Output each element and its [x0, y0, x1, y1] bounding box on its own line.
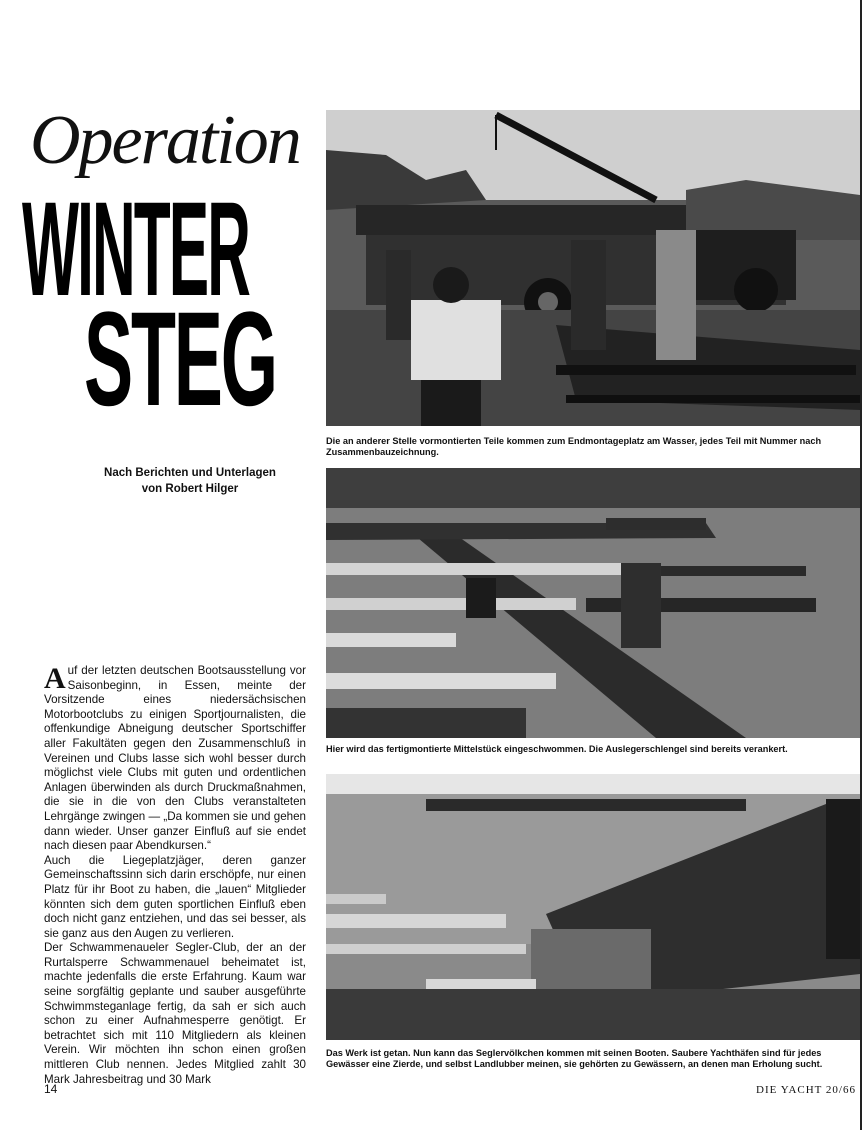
magazine-footer: DIE YACHT 20/66: [756, 1084, 856, 1096]
title-steg: STEG: [84, 285, 276, 434]
photo-finished-harbor: [326, 774, 860, 1040]
photo-floating-pier: [326, 468, 860, 738]
title-winter: WINTER: [22, 175, 250, 324]
photo-truck-crane: [326, 110, 860, 426]
page-edge-line: [860, 0, 862, 1130]
drop-cap: A: [44, 662, 66, 695]
byline-line-2: von Robert Hilger: [141, 483, 239, 495]
caption-photo-1: Die an anderer Stelle vormontierten Teile kommen zum Endmontageplatz am Wasser, jedes Teil mit Nummer nach Zusammenbauzeichnung.: [326, 436, 822, 457]
paragraph-3: Der Schwammenaueler Segler-Club, der an der Rurtalsperre Schwammenauel beheimatet ist, machte jedenfalls die erste Erfahrung. Kaum war seine sorgfältig geplante und sauber ausgeführte Schwimmsteganlage fertig, da sah er sich auch schon zu einer Aufnahmesperre genötigt. Er betrachtet sich mit 110 Mitgliedern als kleinen Verein. Wir möchten ihn schon einen großen mittleren Club nennen. Jedes Mitglied zahlt 30 Mark Jahresbeitrag und 30 Mark: [44, 941, 306, 1086]
byline: [60, 465, 320, 497]
paragraph-1-text: uf der letzten deutschen Bootsausstellung vor Saisonbeginn, in Essen, meinte der Vorsitzende eines niedersächsischen Motorbootclubs zu einigen Sportjournalisten, die offenkundige Abneigung deutscher Sportschiffer aller Fakultäten gegen den Zusammenschluß in Vereinen und Clubs lasse sich wohl besser durch möglichst viele Clubs mit guten und ordentlichen Anlagen überwinden als durch Druckmaßnahmen, die sie in die von den Clubs veranstalteten Lehrgänge zwingen — „Da kommen sie und gehen dann wieder. Unser ganzer Einfluß auf sie endet nach diesen paar Abendkursen.“: [44, 664, 306, 853]
byline-line-1: Nach Berichten und Unterlagen: [104, 467, 276, 479]
caption-photo-2: Hier wird das fertigmontierte Mittelstück eingeschwommen. Die Auslegerschlengel sind bereits verankert.: [326, 744, 788, 754]
title-operation: Operation: [30, 102, 300, 179]
paragraph-1: [44, 664, 306, 854]
caption-photo-3: Das Werk ist getan. Nun kann das Seglervölkchen kommen mit seinen Booten. Saubere Yachthäfen sind für jedes Gewässer eine Zierde, und selbst Landlubber meinen, sie gehörten zu Gewässern, an denen man Erholung sucht.: [326, 1048, 823, 1069]
page-number: 14: [44, 1082, 58, 1096]
article-body: [44, 664, 306, 1087]
paragraph-2: Auch die Liegeplatzjäger, deren ganzer Gemeinschaftssinn sich darin erschöpfe, nur einen Platz für ihr Boot zu haben, die „lauen“ Mitglieder könnten sich dem guten sportlichen Einfluß eben doch nicht ganz entziehen, und das sei besser, als sie ganz aus den Augen zu verlieren.: [44, 853, 306, 940]
